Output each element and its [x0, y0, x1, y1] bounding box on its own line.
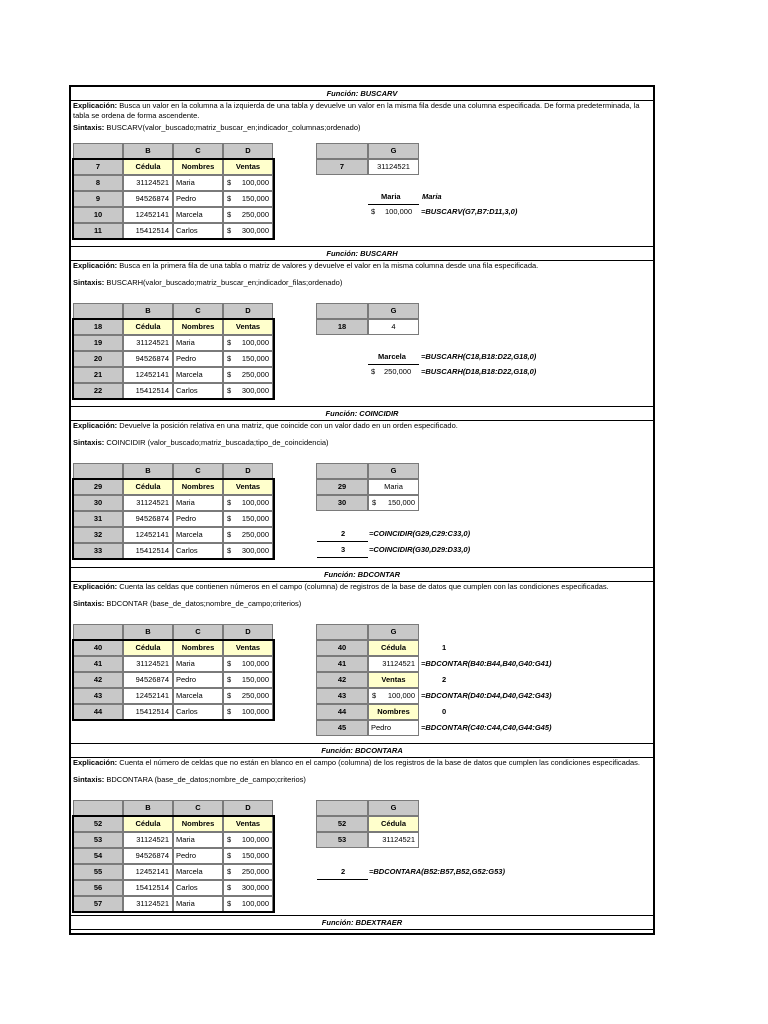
cedula-cell: 94526874 [123, 351, 173, 367]
cedula-cell: 31124521 [123, 832, 173, 848]
cedula-cell: 15412514 [123, 383, 173, 399]
cedula-cell: 94526874 [123, 672, 173, 688]
lookup-row-number: 41 [316, 656, 368, 672]
column-header-g: G [368, 463, 419, 479]
cedula-cell: 15412514 [123, 223, 173, 239]
section-title: Función: BDCONTAR [71, 567, 653, 582]
explanation-text [73, 261, 651, 272]
ventas-cell-value: 150,000 [241, 514, 269, 523]
nombre-cell: Pedro [173, 672, 223, 688]
lookup-money-cell-value: 150,000 [387, 498, 415, 507]
nombre-cell: Pedro [173, 511, 223, 527]
criteria-cell[interactable]: Cédula [368, 640, 419, 656]
row-number: 9 [73, 191, 123, 207]
lookup-row-number: 29 [316, 479, 368, 495]
result-name: Marcela [378, 352, 406, 361]
lookup-row-number: 44 [316, 704, 368, 720]
count-result: 0 [442, 707, 447, 716]
corner-cell [73, 303, 123, 319]
lookup-row-number: 42 [316, 672, 368, 688]
syntax-body: BUSCARV(valor_buscado;matriz_buscar_en;indicador_columnas;ordenado) [106, 123, 361, 132]
cedula-cell: 15412514 [123, 704, 173, 720]
row-number: 55 [73, 864, 123, 880]
row-number: 8 [73, 175, 123, 191]
nombre-cell: Maria [173, 335, 223, 351]
row-number: 56 [73, 880, 123, 896]
count-formula: =BDCONTAR(B40:B44,B40,G40:G41) [421, 659, 552, 668]
ventas-cell-value: 250,000 [241, 867, 269, 876]
row-number: 11 [73, 223, 123, 239]
field-ventas: Ventas [223, 816, 273, 832]
column-header-c: C [173, 303, 223, 319]
section-5 [71, 744, 653, 916]
ventas-cell-currency: $ [227, 210, 232, 219]
syntax-text [73, 123, 651, 133]
row-number: 29 [73, 479, 123, 495]
g-corner-cell [316, 143, 368, 159]
ventas-cell [223, 191, 273, 207]
ventas-cell-value: 300,000 [241, 883, 269, 892]
ventas-cell-value: 150,000 [241, 354, 269, 363]
syntax-text [73, 438, 651, 448]
nombre-cell: Marcela [173, 207, 223, 223]
section-title: Función: BDCONTARA [71, 743, 653, 758]
row-number: 52 [73, 816, 123, 832]
lookup-row-number: 45 [316, 720, 368, 736]
explanation-body: Busca un valor en la columna a la izquierda de una tabla y devuelve un valor en la misma fila desde una columna especificada. De forma predeterminada, la tabla se ordena de forma ascendente. [73, 101, 640, 120]
result-1: 2 [341, 867, 346, 876]
corner-cell [73, 800, 123, 816]
explanation-text [73, 758, 651, 769]
criteria-cell-currency: $ [372, 691, 377, 700]
ventas-cell-value: 250,000 [241, 691, 269, 700]
row-number: 19 [73, 335, 123, 351]
ventas-cell-currency: $ [227, 546, 232, 555]
ventas-cell-value: 100,000 [241, 707, 269, 716]
ventas-cell-currency: $ [227, 498, 232, 507]
ventas-cell-currency: $ [227, 883, 232, 892]
divider-line [368, 364, 419, 365]
section-1 [71, 87, 653, 247]
divider-line [368, 204, 419, 205]
nombre-cell: Carlos [173, 223, 223, 239]
cedula-cell: 94526874 [123, 511, 173, 527]
nombre-cell: Carlos [173, 704, 223, 720]
ventas-cell [223, 175, 273, 191]
result-name-italic: Maria [422, 192, 442, 201]
nombre-cell: Maria [173, 175, 223, 191]
ventas-cell-value: 100,000 [241, 178, 269, 187]
result-currency: $ [371, 367, 376, 376]
divider-line [317, 541, 368, 542]
result-2: 3 [341, 545, 346, 554]
field-nombres: Nombres [173, 479, 223, 495]
row-number: 32 [73, 527, 123, 543]
syntax-text [73, 599, 651, 609]
ventas-cell [223, 207, 273, 223]
ventas-cell [223, 880, 273, 896]
ventas-cell-currency: $ [227, 354, 232, 363]
syntax-body: BDCONTARA (base_de_datos;nombre_de_campo;criterios) [106, 775, 306, 784]
field-nombres: Nombres [173, 319, 223, 335]
count-formula: =BDCONTAR(D40:D44,D40,G42:G43) [421, 691, 552, 700]
cedula-cell: 12452141 [123, 367, 173, 383]
ventas-cell-value: 150,000 [241, 675, 269, 684]
ventas-cell-value: 250,000 [241, 370, 269, 379]
corner-cell [73, 143, 123, 159]
column-header-c: C [173, 800, 223, 816]
ventas-cell-value: 150,000 [241, 194, 269, 203]
column-header-c: C [173, 143, 223, 159]
ventas-cell [223, 672, 273, 688]
ventas-cell-value: 300,000 [241, 546, 269, 555]
criteria-cell[interactable]: Cédula [368, 816, 419, 832]
nombre-cell: Maria [173, 495, 223, 511]
g-corner-cell [316, 303, 368, 319]
explanation-label: Explicación: [73, 758, 118, 767]
field-ventas: Ventas [223, 479, 273, 495]
cedula-cell: 94526874 [123, 191, 173, 207]
column-header-d: D [223, 303, 273, 319]
row-number: 10 [73, 207, 123, 223]
ventas-cell [223, 896, 273, 912]
count-formula: =BDCONTAR(C40:C44,C40,G44:G45) [421, 723, 552, 732]
lookup-row-number: 18 [316, 319, 368, 335]
row-number: 31 [73, 511, 123, 527]
ventas-cell-value: 150,000 [241, 851, 269, 860]
syntax-label: Sintaxis: [73, 278, 105, 287]
section-title: Función: BDEXTRAER [71, 915, 653, 930]
lookup-value-cell[interactable]: Maria [368, 479, 419, 495]
criteria-cell [368, 688, 419, 704]
syntax-label: Sintaxis: [73, 438, 105, 447]
criteria-cell-value: 100,000 [387, 691, 415, 700]
criteria-cell[interactable]: Pedro [368, 720, 419, 736]
cedula-cell: 31124521 [123, 335, 173, 351]
field-ventas: Ventas [223, 319, 273, 335]
column-header-b: B [123, 143, 173, 159]
field-cedula: Cédula [123, 319, 173, 335]
cedula-cell: 15412514 [123, 543, 173, 559]
syntax-body: BDCONTAR (base_de_datos;nombre_de_campo;criterios) [106, 599, 302, 608]
lookup-money-cell-currency: $ [372, 498, 377, 507]
field-nombres: Nombres [173, 159, 223, 175]
ventas-cell-value: 100,000 [241, 835, 269, 844]
section-4 [71, 568, 653, 744]
syntax-body: COINCIDIR (valor_buscado;matriz_buscada;tipo_de_coincidencia) [106, 438, 329, 447]
section-title: Función: BUSCARH [71, 246, 653, 261]
column-header-g: G [368, 303, 419, 319]
column-header-c: C [173, 624, 223, 640]
lookup-value-cell[interactable]: 31124521 [368, 159, 419, 175]
divider-line [317, 879, 368, 880]
explanation-text [73, 101, 651, 122]
lookup-money-cell [368, 495, 419, 511]
result-currency: $ [371, 207, 376, 216]
result-amount: 250,000 [384, 367, 412, 376]
syntax-label: Sintaxis: [73, 599, 105, 608]
ventas-cell-value: 100,000 [241, 899, 269, 908]
ventas-cell-currency: $ [227, 675, 232, 684]
result-formula-2: =COINCIDIR(G30,D29:D33,0) [369, 545, 471, 554]
ventas-cell-currency: $ [227, 835, 232, 844]
row-number: 41 [73, 656, 123, 672]
field-nombres: Nombres [173, 640, 223, 656]
column-header-c: C [173, 463, 223, 479]
column-header-b: B [123, 624, 173, 640]
section-2 [71, 247, 653, 407]
syntax-text [73, 278, 651, 288]
explanation-text [73, 582, 651, 593]
column-header-b: B [123, 463, 173, 479]
cedula-cell: 12452141 [123, 864, 173, 880]
row-number: 57 [73, 896, 123, 912]
result-formula: =BUSCARV(G7,B7:D11,3,0) [421, 207, 518, 216]
ventas-cell [223, 656, 273, 672]
explanation-label: Explicación: [73, 582, 118, 591]
ventas-cell [223, 688, 273, 704]
ventas-cell [223, 864, 273, 880]
row-number: 42 [73, 672, 123, 688]
explanation-body: Busca en la primera fila de una tabla o matriz de valores y devuelve el valor en la misma columna desde una fila especificada. [119, 261, 539, 270]
ventas-cell-currency: $ [227, 226, 232, 235]
g-corner-cell [316, 800, 368, 816]
row-number: 22 [73, 383, 123, 399]
row-number: 21 [73, 367, 123, 383]
row-number: 44 [73, 704, 123, 720]
ventas-cell-value: 300,000 [241, 226, 269, 235]
result-name: Maria [381, 192, 401, 201]
ventas-cell [223, 527, 273, 543]
row-number: 40 [73, 640, 123, 656]
nombre-cell: Maria [173, 656, 223, 672]
row-number: 30 [73, 495, 123, 511]
section-title: Función: COINCIDIR [71, 406, 653, 421]
divider-line [317, 557, 368, 558]
explanation-body: Cuenta el número de celdas que no están en blanco en el campo (columna) de los registros de la base de datos que cumplen las condiciones especificadas. [119, 758, 641, 767]
result-amount: 100,000 [385, 207, 413, 216]
corner-cell [73, 624, 123, 640]
nombre-cell: Maria [173, 832, 223, 848]
lookup-row-number: 52 [316, 816, 368, 832]
nombre-cell: Marcela [173, 367, 223, 383]
criteria-cell[interactable]: 31124521 [368, 832, 419, 848]
nombre-cell: Carlos [173, 880, 223, 896]
lookup-row-number: 40 [316, 640, 368, 656]
column-header-g: G [368, 624, 419, 640]
cedula-cell: 12452141 [123, 527, 173, 543]
field-cedula: Cédula [123, 816, 173, 832]
ventas-cell-value: 250,000 [241, 530, 269, 539]
row-number: 53 [73, 832, 123, 848]
explanation-body: Cuenta las celdas que contienen números en el campo (columna) de registros de la base de datos que cumplen con las condiciones especificadas. [119, 582, 609, 591]
ventas-cell [223, 848, 273, 864]
cedula-cell: 31124521 [123, 495, 173, 511]
corner-cell [73, 463, 123, 479]
ventas-cell [223, 351, 273, 367]
row-number: 54 [73, 848, 123, 864]
ventas-cell-value: 100,000 [241, 498, 269, 507]
ventas-cell [223, 335, 273, 351]
nombre-cell: Marcela [173, 688, 223, 704]
explanation-label: Explicación: [73, 101, 118, 110]
column-header-d: D [223, 463, 273, 479]
ventas-cell-currency: $ [227, 338, 232, 347]
ventas-cell-currency: $ [227, 514, 232, 523]
explanation-label: Explicación: [73, 421, 118, 430]
ventas-cell-value: 250,000 [241, 210, 269, 219]
ventas-cell-currency: $ [227, 707, 232, 716]
lookup-row-number: 53 [316, 832, 368, 848]
field-cedula: Cédula [123, 159, 173, 175]
field-ventas: Ventas [223, 159, 273, 175]
ventas-cell-currency: $ [227, 867, 232, 876]
ventas-cell [223, 704, 273, 720]
criteria-cell[interactable]: Nombres [368, 704, 419, 720]
section-3 [71, 407, 653, 568]
column-header-d: D [223, 624, 273, 640]
nombre-cell: Marcela [173, 864, 223, 880]
section-6 [71, 916, 653, 935]
row-number: 43 [73, 688, 123, 704]
ventas-cell [223, 383, 273, 399]
ventas-cell [223, 832, 273, 848]
ventas-cell-currency: $ [227, 659, 232, 668]
criteria-cell[interactable]: Ventas [368, 672, 419, 688]
field-nombres: Nombres [173, 816, 223, 832]
ventas-cell [223, 543, 273, 559]
row-number: 20 [73, 351, 123, 367]
syntax-label: Sintaxis: [73, 775, 105, 784]
lookup-row-number: 30 [316, 495, 368, 511]
nombre-cell: Marcela [173, 527, 223, 543]
ventas-cell [223, 223, 273, 239]
column-header-d: D [223, 143, 273, 159]
syntax-label: Sintaxis: [73, 123, 105, 132]
row-number: 33 [73, 543, 123, 559]
section-title: Función: BUSCARV [71, 87, 653, 101]
count-result: 1 [442, 643, 447, 652]
nombre-cell: Carlos [173, 383, 223, 399]
explanation-body: Devuelve la posición relativa en una matriz, que coincide con un valor dado en un orden especificado. [119, 421, 458, 430]
lookup-row-number: 7 [316, 159, 368, 175]
explanation-label: Explicación: [73, 261, 118, 270]
ventas-cell-value: 300,000 [241, 386, 269, 395]
cedula-cell: 31124521 [123, 896, 173, 912]
ventas-cell [223, 367, 273, 383]
cedula-cell: 15412514 [123, 880, 173, 896]
column-header-b: B [123, 303, 173, 319]
result-formula-1: =BUSCARH(C18,B18:D22,G18,0) [421, 352, 537, 361]
ventas-cell [223, 511, 273, 527]
syntax-text [73, 775, 651, 785]
row-number: 18 [73, 319, 123, 335]
result-formula-2: =BUSCARH(D18,B18:D22,G18,0) [421, 367, 537, 376]
result-formula-1: =COINCIDIR(G29,C29:C33,0) [369, 529, 471, 538]
count-result: 2 [442, 675, 447, 684]
ventas-cell-currency: $ [227, 386, 232, 395]
row-number: 7 [73, 159, 123, 175]
cedula-cell: 94526874 [123, 848, 173, 864]
nombre-cell: Pedro [173, 191, 223, 207]
field-cedula: Cédula [123, 479, 173, 495]
nombre-cell: Maria [173, 896, 223, 912]
syntax-body: BUSCARH(valor_buscado;matriz_buscar_en;indicador_filas;ordenado) [106, 278, 343, 287]
result-formula-1: =BDCONTARA(B52:B57,B52,G52:G53) [369, 867, 505, 876]
cedula-cell: 31124521 [123, 656, 173, 672]
column-header-g: G [368, 143, 419, 159]
column-header-d: D [223, 800, 273, 816]
lookup-value-cell[interactable]: 4 [368, 319, 419, 335]
spreadsheet-page [69, 85, 655, 935]
ventas-cell [223, 495, 273, 511]
explanation-text [73, 421, 651, 432]
ventas-cell-currency: $ [227, 851, 232, 860]
ventas-cell-currency: $ [227, 370, 232, 379]
cedula-cell: 31124521 [123, 175, 173, 191]
ventas-cell-value: 100,000 [241, 659, 269, 668]
column-header-b: B [123, 800, 173, 816]
ventas-cell-currency: $ [227, 899, 232, 908]
field-ventas: Ventas [223, 640, 273, 656]
result-1: 2 [341, 529, 346, 538]
criteria-cell[interactable]: 31124521 [368, 656, 419, 672]
ventas-cell-currency: $ [227, 530, 232, 539]
g-corner-cell [316, 624, 368, 640]
ventas-cell-value: 100,000 [241, 338, 269, 347]
g-corner-cell [316, 463, 368, 479]
ventas-cell-currency: $ [227, 691, 232, 700]
lookup-row-number: 43 [316, 688, 368, 704]
column-header-g: G [368, 800, 419, 816]
nombre-cell: Pedro [173, 848, 223, 864]
ventas-cell-currency: $ [227, 194, 232, 203]
field-cedula: Cédula [123, 640, 173, 656]
nombre-cell: Pedro [173, 351, 223, 367]
cedula-cell: 12452141 [123, 688, 173, 704]
ventas-cell-currency: $ [227, 178, 232, 187]
nombre-cell: Carlos [173, 543, 223, 559]
cedula-cell: 12452141 [123, 207, 173, 223]
